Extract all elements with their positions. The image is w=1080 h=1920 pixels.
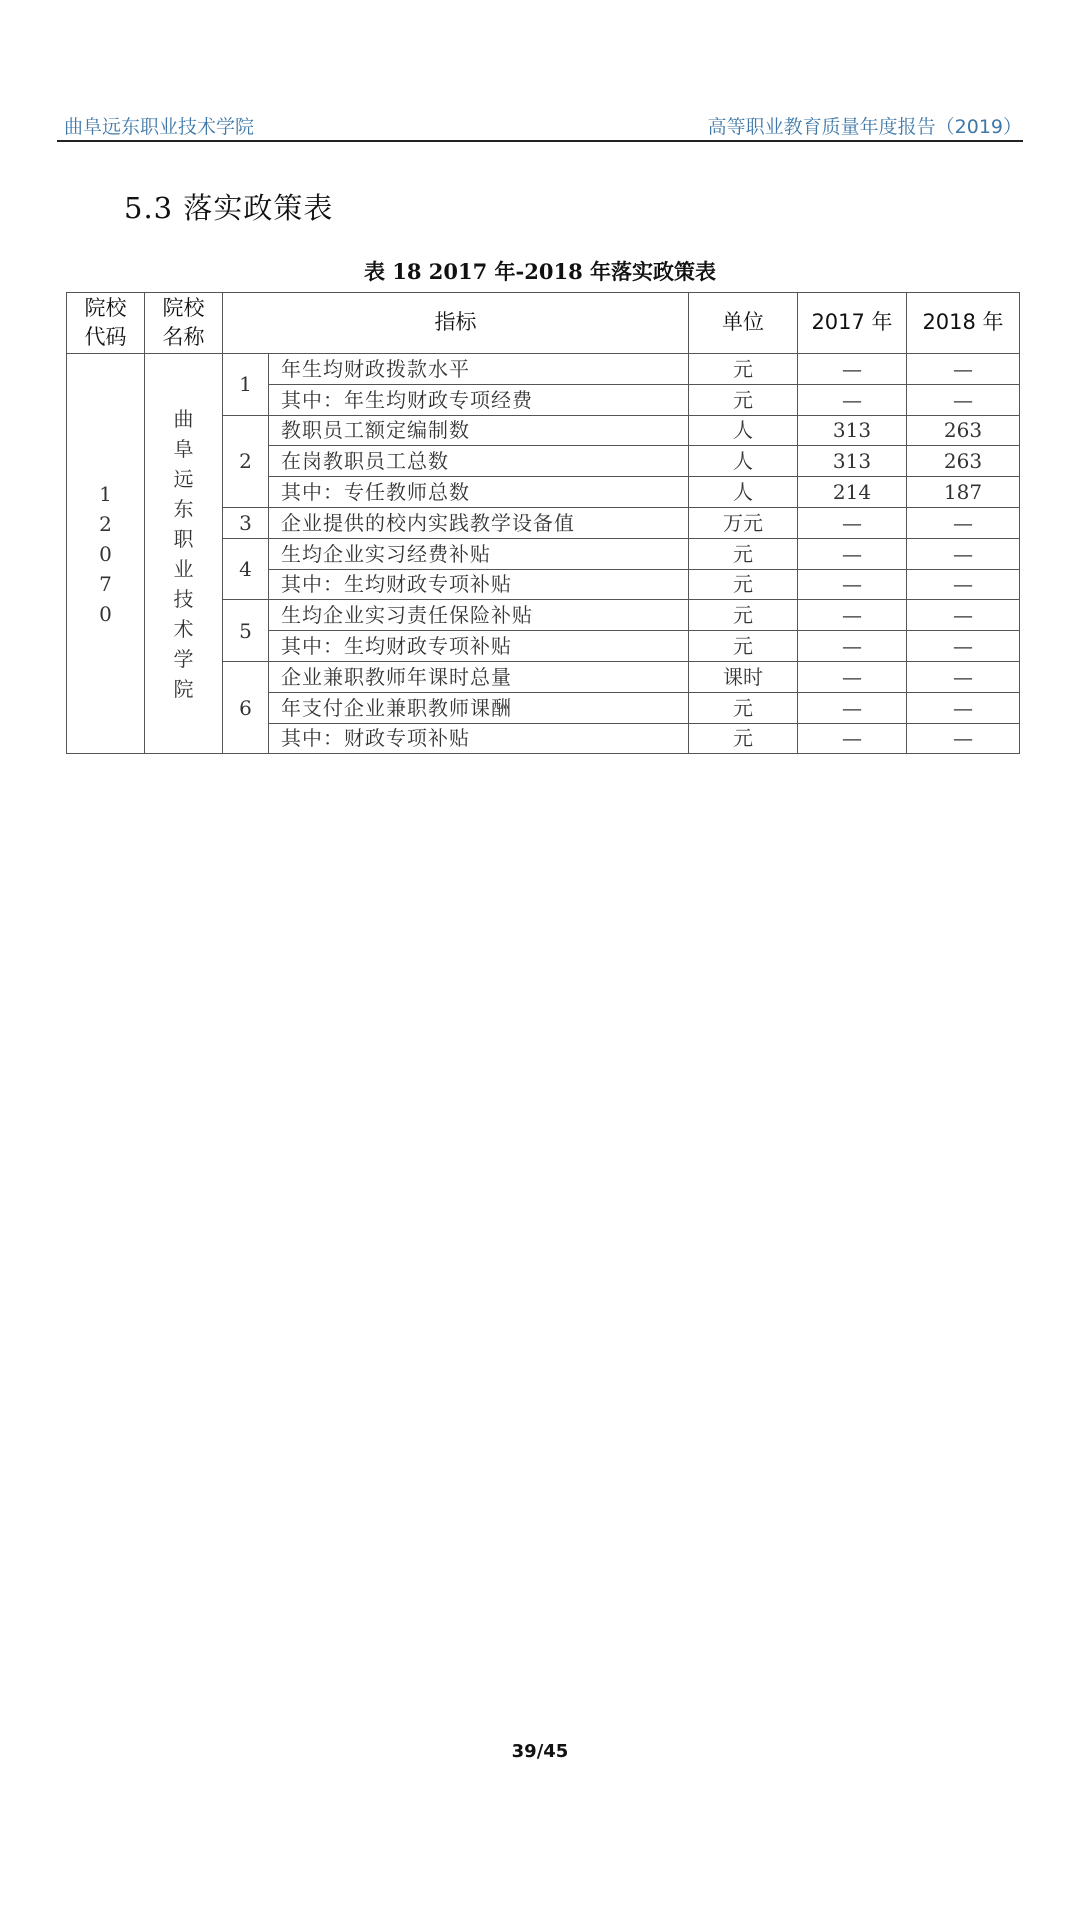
- unit-cell: 元: [689, 692, 798, 723]
- school-name-char: 东: [173, 496, 194, 521]
- header-indicator: 指标: [223, 293, 689, 354]
- indicator-cell: 在岗教职员工总数: [269, 446, 689, 477]
- unit-cell: 课时: [689, 661, 798, 692]
- school-code-digit: 7: [99, 571, 112, 596]
- table-header-row: [67, 293, 1020, 354]
- page-number: 39/45: [511, 1741, 569, 1762]
- header-2017: 2017 年: [798, 293, 907, 354]
- indicator-cell: 企业提供的校内实践教学设备值: [269, 507, 689, 538]
- indicator-cell: 其中：年生均财政专项经费: [269, 384, 689, 415]
- value-2017-cell: —: [798, 507, 907, 538]
- school-name-char: 学: [173, 646, 194, 671]
- value-2018-cell: —: [907, 384, 1020, 415]
- group-number-cell: 6: [223, 661, 269, 753]
- indicator-cell: 其中：专任教师总数: [269, 477, 689, 508]
- school-name-char: 术: [173, 616, 194, 641]
- value-2018-cell: —: [907, 354, 1020, 385]
- value-2017-cell: —: [798, 538, 907, 569]
- unit-cell: 万元: [689, 507, 798, 538]
- unit-cell: 元: [689, 600, 798, 631]
- school-code-cell: [67, 354, 145, 754]
- unit-cell: 人: [689, 477, 798, 508]
- indicator-cell: 其中：财政专项补贴: [269, 723, 689, 754]
- value-2017-cell: —: [798, 631, 907, 662]
- value-2018-cell: —: [907, 661, 1020, 692]
- indicator-cell: 年生均财政拨款水平: [269, 354, 689, 385]
- school-code-digit: 2: [99, 511, 112, 536]
- unit-cell: 人: [689, 415, 798, 446]
- unit-cell: 元: [689, 538, 798, 569]
- unit-cell: 元: [689, 569, 798, 600]
- value-2018-cell: —: [907, 538, 1020, 569]
- value-2018-cell: 263: [907, 415, 1020, 446]
- unit-cell: 元: [689, 384, 798, 415]
- school-code-digit: 1: [99, 481, 112, 506]
- indicator-cell: 教职员工额定编制数: [269, 415, 689, 446]
- header-name: 院校名称: [145, 293, 223, 354]
- school-code-digit: 0: [99, 541, 112, 566]
- value-2017-cell: 313: [798, 446, 907, 477]
- header-divider: [57, 140, 1023, 142]
- group-number-cell: 2: [223, 415, 269, 507]
- school-code-digit: 0: [99, 601, 112, 626]
- school-name-char: 职: [173, 526, 194, 551]
- group-number-cell: 3: [223, 507, 269, 538]
- indicator-cell: 企业兼职教师年课时总量: [269, 661, 689, 692]
- value-2018-cell: —: [907, 692, 1020, 723]
- value-2017-cell: —: [798, 600, 907, 631]
- school-name-char: 技: [173, 586, 194, 611]
- school-name-char: 远: [173, 466, 194, 491]
- unit-cell: 元: [689, 723, 798, 754]
- indicator-cell: 生均企业实习经费补贴: [269, 538, 689, 569]
- value-2017-cell: 313: [798, 415, 907, 446]
- section-title: 5.3 落实政策表: [124, 191, 334, 225]
- header-report-title: 高等职业教育质量年度报告（2019）: [707, 116, 1022, 138]
- value-2018-cell: 263: [907, 446, 1020, 477]
- indicator-cell: 年支付企业兼职教师课酬: [269, 692, 689, 723]
- unit-cell: 元: [689, 354, 798, 385]
- value-2018-cell: —: [907, 723, 1020, 754]
- value-2017-cell: —: [798, 661, 907, 692]
- value-2017-cell: —: [798, 354, 907, 385]
- value-2018-cell: 187: [907, 477, 1020, 508]
- value-2018-cell: —: [907, 600, 1020, 631]
- table-caption: 表 18 2017 年-2018 年落实政策表: [363, 259, 717, 284]
- value-2018-cell: —: [907, 507, 1020, 538]
- value-2018-cell: —: [907, 631, 1020, 662]
- header-unit: 单位: [689, 293, 798, 354]
- group-number-cell: 5: [223, 600, 269, 662]
- value-2017-cell: —: [798, 569, 907, 600]
- unit-cell: 元: [689, 631, 798, 662]
- school-name-char: 阜: [173, 436, 194, 461]
- indicator-cell: 生均企业实习责任保险补贴: [269, 600, 689, 631]
- value-2017-cell: 214: [798, 477, 907, 508]
- header-2018: 2018 年: [907, 293, 1020, 354]
- value-2017-cell: —: [798, 692, 907, 723]
- value-2018-cell: —: [907, 569, 1020, 600]
- value-2017-cell: —: [798, 384, 907, 415]
- header-school-name: 曲阜远东职业技术学院: [64, 116, 255, 138]
- table-row: [67, 354, 1020, 385]
- group-number-cell: 1: [223, 354, 269, 416]
- group-number-cell: 4: [223, 538, 269, 600]
- header-code: 院校代码: [67, 293, 145, 354]
- school-name-char: 业: [173, 556, 194, 581]
- value-2017-cell: —: [798, 723, 907, 754]
- school-name-cell: [145, 354, 223, 754]
- indicator-cell: 其中：生均财政专项补贴: [269, 569, 689, 600]
- indicator-cell: 其中：生均财政专项补贴: [269, 631, 689, 662]
- school-name-char: 院: [173, 676, 194, 701]
- policy-table: [66, 292, 1020, 754]
- unit-cell: 人: [689, 446, 798, 477]
- school-name-char: 曲: [173, 406, 194, 431]
